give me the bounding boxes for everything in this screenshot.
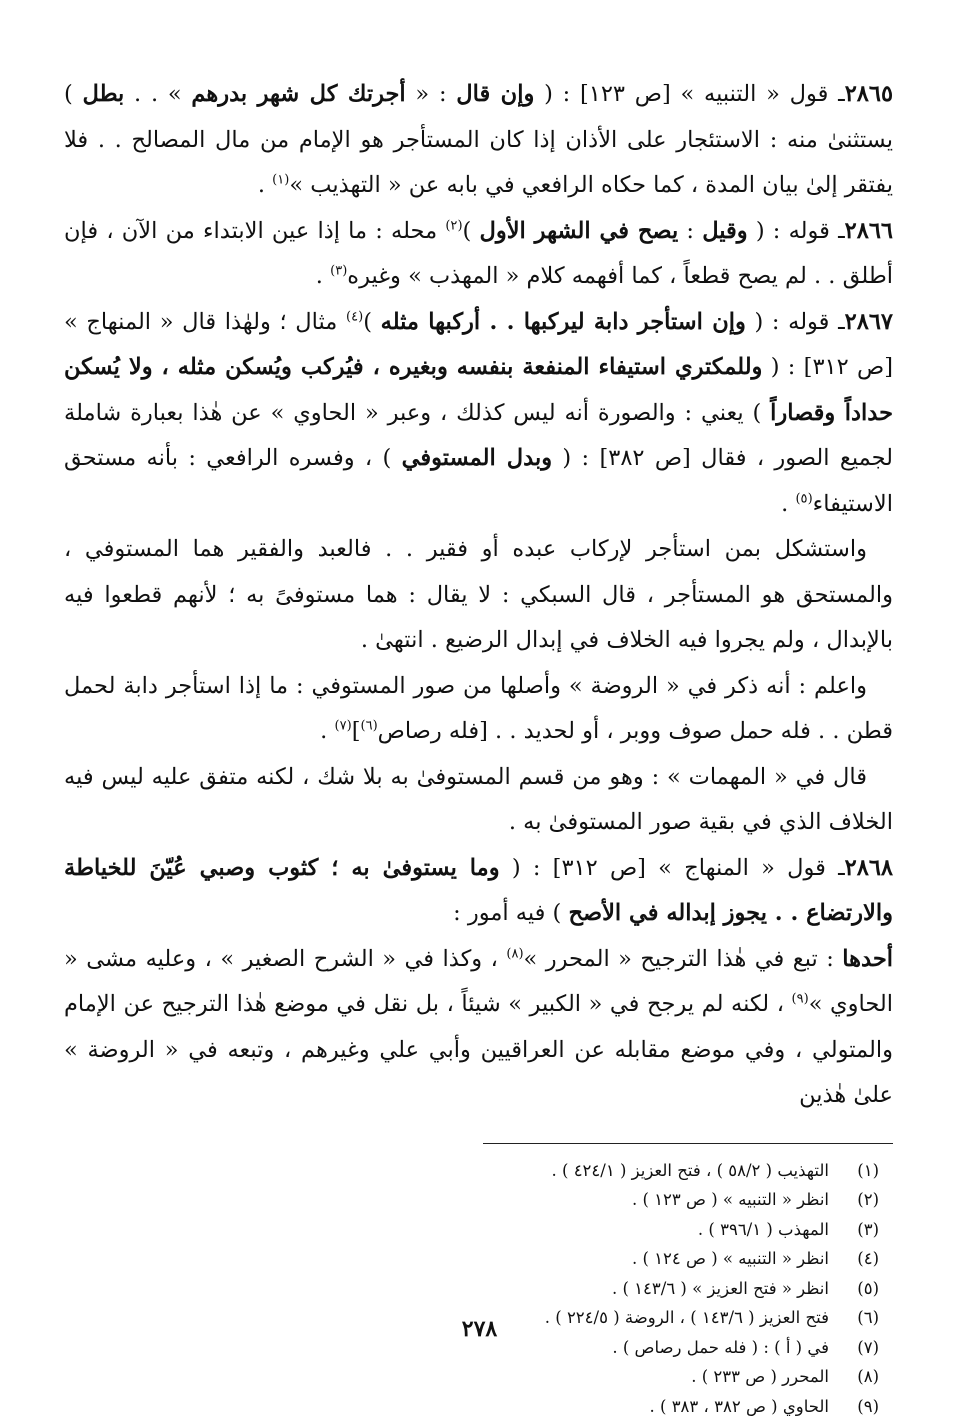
- footnote-number: (٣): [829, 1215, 893, 1245]
- paragraph: [64, 846, 893, 937]
- footnote-number: (٩): [829, 1392, 893, 1421]
- text-run: .: [781, 491, 795, 517]
- text-run: مثال ؛ ولهٰذا قال « المنهاج » [ص ٣١٢] : (: [64, 309, 893, 381]
- footnote-separator: [483, 1143, 893, 1144]
- footnote-item: [64, 1215, 893, 1245]
- footnote-number: (٦): [829, 1303, 893, 1333]
- footnote-item: [64, 1185, 893, 1215]
- page-number: ٢٧٨: [0, 1316, 959, 1342]
- text-run: ـ قوله : (: [748, 218, 845, 244]
- footnote-item: [64, 1274, 893, 1304]
- bold-text: ٢٨٦٦: [845, 218, 893, 244]
- text-run: ، لكنه لم يرجح في « الكبير » شيئاً ، بل نقل في موضع هٰذا الترجيح عن الإمام والمتولي ، وفي موضع مقابله عن العراقيين وأبي علي وغيرهم ، وتبعه في « الروضة » علىٰ هٰذين: [64, 991, 893, 1108]
- footnote-item: [64, 1156, 893, 1186]
- bold-text: بطل: [83, 81, 125, 107]
- main-text: [64, 72, 893, 1119]
- footnote-ref: (١): [272, 173, 289, 188]
- paragraph: [64, 300, 893, 528]
- footnote-ref: (٦): [360, 719, 377, 734]
- text-run: : تبع في هٰذا الترجيح « المحرر »: [524, 946, 843, 972]
- footnote-number: (٧): [829, 1333, 893, 1363]
- bold-text: يصح في الشهر الأول: [480, 218, 679, 244]
- footnote-ref: (٧): [334, 719, 351, 734]
- footnote-item: [64, 1244, 893, 1274]
- bold-text: وإن قال: [456, 81, 534, 107]
- text-run: ) ، وفسره الرافعي : بأنه مستحق الاستيفاء: [64, 445, 893, 517]
- footnote-text: انظر « فتح العزيز » ( ١٤٣/٦ ) .: [64, 1274, 829, 1304]
- bold-text: وإن استأجر دابة ليركبها . . أركبها مثله: [381, 309, 746, 335]
- footnote-number: (٨): [829, 1362, 893, 1392]
- footnote-ref: (٩): [792, 992, 809, 1007]
- text-run: ]: [352, 718, 361, 744]
- text-run: : «: [406, 81, 457, 107]
- footnote-ref: (٥): [795, 491, 812, 506]
- footnote-item: [64, 1362, 893, 1392]
- bold-text: أحدها: [842, 946, 893, 972]
- text-run: ) فيه أمور :: [453, 900, 568, 926]
- text-run: قال في « المهمات » : وهو من قسم المستوفىٰ به بلا شك ، لكنه متفق عليه ليس فيه الخلاف الذي في بقية صور المستوفىٰ به .: [64, 764, 893, 836]
- bold-text: ٢٨٦٧: [845, 309, 893, 335]
- bold-text: ٢٨٦٥: [845, 81, 893, 107]
- text-run: محله : ما إذا عين الابتداء من الآن ، فإن أطلق . . لم يصح قطعاً ، كما أفهمه كلام « المهذب » وغيره: [64, 218, 893, 290]
- footnote-text: في ( أ ) : ( فله حمل رصاص ) .: [64, 1333, 829, 1363]
- paragraph: [64, 72, 893, 209]
- bold-text: ٢٨٦٨: [845, 855, 893, 881]
- footnote-ref: (٨): [506, 946, 523, 961]
- text-run: ) يعني : والصورة أنه ليس كذلك ، وعبر « الحاوي » عن هٰذا بعبارة شاملة لجميع الصور ، فقال [ص ٣٨٢] : (: [64, 400, 893, 472]
- bold-text: وللمكتري استيفاء المنفعة بنفسه وبغيره ، فيُركب ويُسكن مثله ، ولا يُسكن حداداً وقصاراً: [64, 354, 893, 426]
- footnote-text: الحاوي ( ص ٣٨٢ ، ٣٨٣ ) .: [64, 1392, 829, 1421]
- bold-text: وما يستوفىٰ به ؛ كثوب وصبي عُيّنَ للخياطة والارتضاع . . يجوز إبداله في الأصح: [64, 855, 893, 927]
- footnote-number: (١): [829, 1156, 893, 1186]
- footnote-text: التهذيب ( ٥٨/٢ ) ، فتح العزيز ( ٤٢٤/١ ) .: [64, 1156, 829, 1186]
- text-run: واعلم : أنه ذكر في « الروضة » وأصلها من صور المستوفي : ما إذا استأجر دابة لحمل قطن . . فله حمل صوف ووبر ، أو لحديد . . [فله رصاص: [64, 673, 893, 745]
- text-run: ـ قول « المنهاج » [ص ٣١٢] : (: [500, 855, 845, 881]
- text-run: ): [363, 309, 380, 335]
- paragraph: [64, 664, 893, 755]
- text-run: .: [320, 718, 334, 744]
- footnote-item: [64, 1392, 893, 1421]
- text-run: ـ قوله : (: [746, 309, 845, 335]
- footnote-number: (٥): [829, 1274, 893, 1304]
- footnote-number: (٢): [829, 1185, 893, 1215]
- text-run: ، وكذا في « الشرح الصغير » ، وعليه مشى « الحاوي »: [64, 946, 893, 1018]
- footnote-number: (٤): [829, 1244, 893, 1274]
- footnotes: [64, 1156, 893, 1421]
- footnote-ref: (٢): [445, 218, 462, 233]
- footnote-text: المحرر ( ص ٢٣٣ ) .: [64, 1362, 829, 1392]
- footnote-text: انظر « التنبيه » ( ص ١٢٤ ) .: [64, 1244, 829, 1274]
- bold-text: أجرتك كل شهر بدرهم: [191, 81, 405, 107]
- footnote-ref: (٤): [346, 309, 363, 324]
- footnote-ref: (٣): [330, 264, 347, 279]
- text-run: :: [678, 218, 702, 244]
- text-run: ): [463, 218, 480, 244]
- text-run: ) يستثنىٰ منه : الاستئجار على الأذان إذا كان المستأجر هو الإمام من مال المصالح . . فلا يفتقر إلىٰ بيان المدة ، كما حكاه الرافعي في بابه عن « التهذيب »: [64, 81, 893, 198]
- footnote-text: فتح العزيز ( ١٤٣/٦ ) ، الروضة ( ٢٢٤/٥ ) .: [64, 1303, 829, 1333]
- text-run: » . .: [124, 81, 191, 107]
- paragraph: [64, 527, 893, 664]
- text-run: ـ قول « التنبيه » [ص ١٢٣] : (: [534, 81, 844, 107]
- bold-text: وقيل: [702, 218, 747, 244]
- text-run: .: [258, 172, 272, 198]
- paragraph: [64, 937, 893, 1119]
- footnote-text: انظر « التنبيه » ( ص ١٢٣ ) .: [64, 1185, 829, 1215]
- text-run: واستشكل بمن استأجر لإركاب عبده أو فقير . . فالعبد والفقير هما المستوفي ، والمستحق هو المستأجر ، قال السبكي : لا يقال : هما مستوفىً به ؛ لأنهم قطعوا فيه بالإبدال ، ولم يجروا فيه الخلاف في إبدال الرضيع . انتهىٰ .: [64, 536, 893, 653]
- bold-text: وبدل المستوفي: [402, 445, 552, 471]
- footnote-text: المهذب ( ٣٩٦/١ ) .: [64, 1215, 829, 1245]
- text-run: .: [316, 263, 330, 289]
- paragraph: [64, 209, 893, 300]
- paragraph: [64, 755, 893, 846]
